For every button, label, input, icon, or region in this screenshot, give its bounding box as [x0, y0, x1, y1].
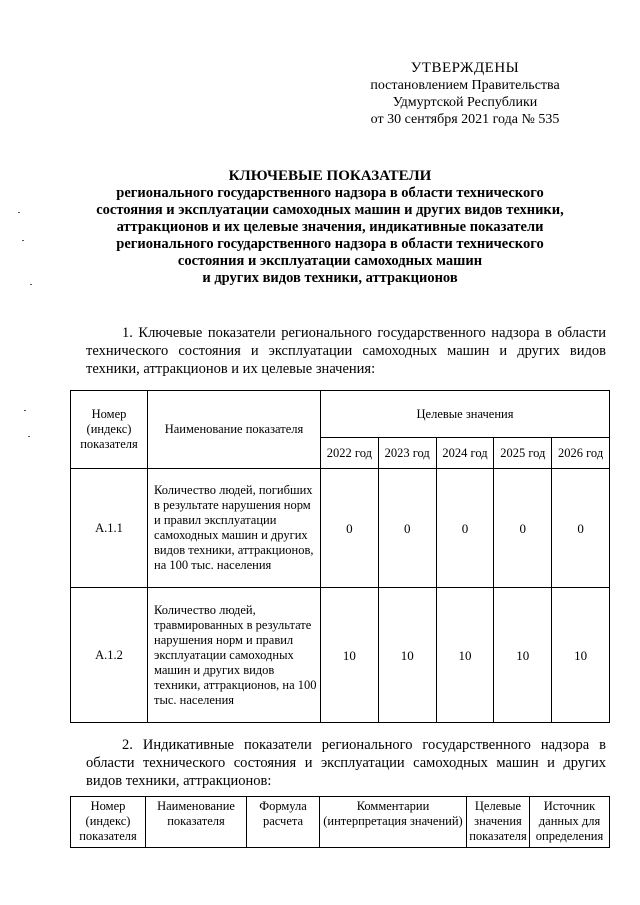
approval-line: от 30 сентября 2021 года № 535: [370, 112, 560, 127]
row-value: 0: [494, 469, 552, 588]
header-source: Источник данных для определения: [530, 797, 610, 848]
section2-paragraph: [86, 736, 606, 790]
row-value: 10: [436, 588, 494, 723]
header-targets: Целевые значения показателя: [467, 797, 530, 848]
scan-speck: [24, 410, 26, 411]
title-line: состояния и эксплуатации самоходных машин и других видов техники,: [96, 202, 564, 218]
title-line: регионального государственного надзора в области технического: [116, 185, 544, 201]
table-row: [71, 588, 610, 723]
header-name: Наименование показателя: [146, 797, 247, 848]
title-line: и других видов техники, аттракционов: [202, 270, 458, 286]
header-targets: Целевые значения: [321, 391, 610, 438]
title-line: регионального государственного надзора в области технического: [116, 236, 544, 252]
row-value: 0: [436, 469, 494, 588]
row-value: 0: [321, 469, 379, 588]
scan-speck: [22, 240, 24, 241]
title-line: состояния и эксплуатации самоходных машин: [177, 253, 483, 269]
header-year: 2026 год: [552, 438, 610, 469]
row-id: А.1.1: [71, 469, 148, 588]
title-main: КЛЮЧЕВЫЕ ПОКАЗАТЕЛИ: [228, 168, 432, 184]
key-indicators-table: [70, 390, 610, 723]
section1-paragraph: [86, 324, 606, 378]
scan-speck: [18, 212, 20, 213]
header-year: 2023 год: [378, 438, 436, 469]
row-value: 10: [494, 588, 552, 723]
header-number: Номер (индекс) показателя: [71, 391, 148, 469]
row-value: 10: [552, 588, 610, 723]
row-name: Количество людей, травмированных в результате нарушения норм и правил эксплуатации самоходных машин и других видов техники, аттракционов, на 100 тыс. населения: [148, 588, 321, 723]
section1-text: 1. Ключевые показатели регионального государственного надзора в области технического состояния и эксплуатации самоходных машин и других видов техники, аттракционов и их целевые значения:: [86, 325, 606, 377]
scan-speck: [30, 284, 32, 285]
section2-text: 2. Индикативные показатели регионального государственного надзора в области технического состояния и эксплуатации самоходных машин и других видов техники, аттракционов:: [86, 737, 606, 789]
header-year: 2024 год: [436, 438, 494, 469]
header-name: Наименование показателя: [148, 391, 321, 469]
header-year: 2022 год: [321, 438, 379, 469]
table-row: [71, 469, 610, 588]
title-line: аттракционов и их целевые значения, индикативные показатели: [116, 219, 544, 235]
header-year: 2025 год: [494, 438, 552, 469]
approval-heading: УТВЕРЖДЕНЫ: [410, 60, 520, 76]
table-header-row: [71, 797, 610, 848]
approval-line: Удмуртской Республики: [392, 95, 538, 110]
approval-block: [330, 60, 600, 128]
row-value: 0: [552, 469, 610, 588]
approval-line: постановлением Правительства: [370, 78, 560, 93]
row-value: 10: [321, 588, 379, 723]
header-formula: Формула расчета: [247, 797, 320, 848]
header-comments: Комментарии (интерпретация значений): [320, 797, 467, 848]
row-name: Количество людей, погибших в результате нарушения норм и правил эксплуатации самоходных машин и других видов техники, аттракционов, на 100 тыс. населения: [148, 469, 321, 588]
scan-speck: [28, 436, 30, 437]
row-value: 10: [378, 588, 436, 723]
header-number: Номер (индекс) показателя: [71, 797, 146, 848]
indicative-indicators-table: [70, 796, 610, 848]
document-title: [60, 168, 600, 287]
row-value: 0: [378, 469, 436, 588]
row-id: А.1.2: [71, 588, 148, 723]
